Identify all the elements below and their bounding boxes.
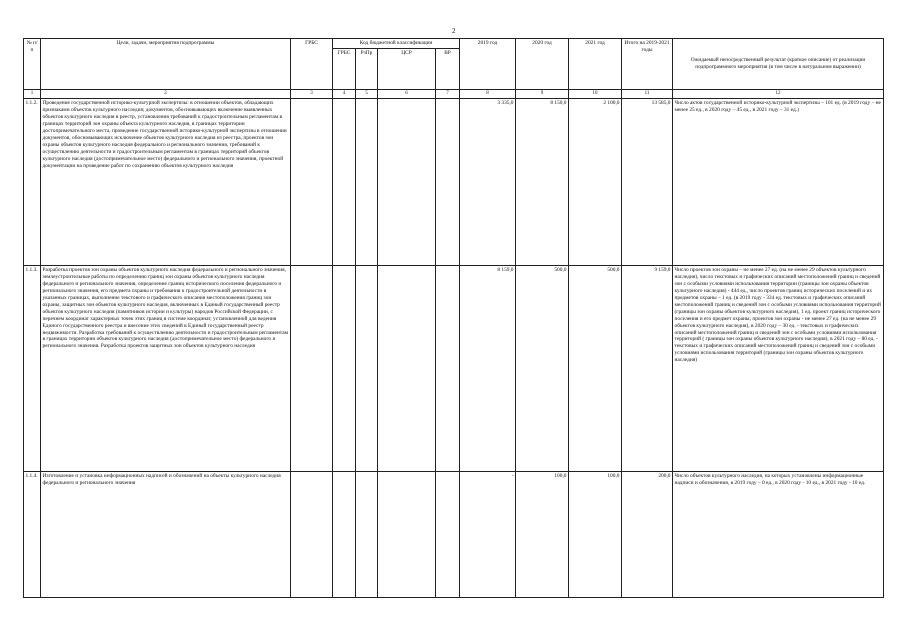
header-result: Ожидаемый непосредственный результат (краткое описание) от реализации подпрограммного мероприятия (в том числе в натуральном выражении) xyxy=(673,39,884,90)
table-row xyxy=(24,472,884,598)
page-number: 2 xyxy=(452,27,456,35)
row-2019: 8 159,0 xyxy=(460,266,516,472)
row-sub-grbs xyxy=(333,99,356,266)
col-number: 5 xyxy=(356,90,378,99)
col-number: 9 xyxy=(516,90,569,99)
table-row xyxy=(24,99,884,266)
col-number: 3 xyxy=(291,90,333,99)
row-result: Число проектов зон охраны – не менее 27 ед. (на не менее 29 объектов культурного наследия), число текстовых и графических описаний местоположений границ и сведений зон с особыми условиями использования территории (границы зон охраны объектов культурного наследия) - 444 ед., число проектов границ исторических поселений и их предметов охраны – 1 ед. (в 2019 году - 334 ед. текстовых и графических описаний местоположений границ и сведений зон с особыми условиями использования территорий (границы зон охраны объектов культурного наследия), 1 ед. проект границ исторического поселения и его предмет охраны; проектов зон охраны - не менее 27 ед. (на не менее 29 объектов культурного наследия), в 2020 году – 30 ед. - текстовых и графических описаний местоположений границ и сведений зон с особыми условиями использования территорий ( границы зон охраны объектов культурного наследия), в 2021 году – 80 ед. - текстовых и графических описаний местоположений границ и сведений зон с особыми условиями использования территорий (границы зон охраны объектов культурного наследия) xyxy=(673,266,884,472)
row-name: Разработка проектов зон охраны объектов культурного наследия федерального и регионального значения, землеустроительные работы по определению границ зон охраны объектов культурного наследия федерального и регионального значения, определение границ исторического поселения федерального и регионального значения, его предмета охраны и требования к градостроительной деятельности в указанных границах, выполнение текстового и графического описания местоположения границ зон охраны, защитных зон объектов культурного наследия, включенных в Единый государственный реестр объектов культурного наследия (памятников истории и культуры) народов Российской Федерации, с перечнем координат характерных точек этих границ в системе координат, установленной для ведения Единого государственного реестра и внесение этих сведений в Единый государственный реестр недвижимости. Разработка требований к осуществлению деятельности и градостроительным регламентам в границах территории объектов культурного наследия (достопримечательное место) федерального и регионального значения. Разработка проектов защитных зон объектов культурного наследия xyxy=(41,266,291,472)
row-vr xyxy=(436,99,460,266)
col-number: 8 xyxy=(460,90,516,99)
row-grbs xyxy=(291,472,333,598)
column-number-row xyxy=(24,90,884,99)
row-csr xyxy=(378,472,436,598)
row-2021: 2 100,0 xyxy=(569,99,622,266)
row-2021: 500,0 xyxy=(569,266,622,472)
header-goals: Цели, задачи, мероприятия подпрограммы xyxy=(41,39,291,90)
col-number: 4 xyxy=(333,90,356,99)
header-total: Итого на 2019-2021 годы xyxy=(622,39,673,90)
row-2019: 3 335,0 xyxy=(460,99,516,266)
row-vr xyxy=(436,266,460,472)
row-sub-grbs xyxy=(333,266,356,472)
row-num: 1.1.3. xyxy=(24,266,41,472)
row-rzpr xyxy=(356,266,378,472)
row-name: Проведение государственной историко-культурной экспертизы: в отношении объектов, обладающих признаками объектов культурного наследия; документов, обосновывающих включение выявленных объектов культурного наследия в реестр, установления требований к градостроительным регламентам в границах территорий зон охраны объекта культурного наследия, в границах территории достопримечательного места, проведение государственной историко-культурной экспертизы в отношении документов, обосновывающих исключение объектов культурного наследия из реестра, проектов зон охраны объектов культурного наследия федерального и регионального значения, требований к осуществлению деятельности и градостроительным регламентам в границах территорий объектов культурного наследия (достопримечательное место) федерального и регионального значения, проектной документации на проведение работ по сохранению объектов культурного наследия xyxy=(41,99,291,266)
col-number: 12 xyxy=(673,90,884,99)
row-sub-grbs xyxy=(333,472,356,598)
row-total: 13 585,0 xyxy=(622,99,673,266)
col-number: 10 xyxy=(569,90,622,99)
header-sub-csr: ЦСР xyxy=(378,48,436,89)
row-name: Изготовление и установка информационных надписей и обозначений на объекты культурного наследия федерального и регионального значения xyxy=(41,472,291,598)
col-number: 6 xyxy=(378,90,436,99)
header-budget-code: Код бюджетной классификации xyxy=(333,39,460,49)
row-grbs xyxy=(291,99,333,266)
row-rzpr xyxy=(356,472,378,598)
row-total: 9 159,0 xyxy=(622,266,673,472)
row-result: Число объектов культурного наследия, на которых установлены информационные надписи и обозначения, в 2019 году – 0 ед., в 2020 году - 10 ед., в 2021 году - 10 ед. xyxy=(673,472,884,598)
header-2020: 2020 год xyxy=(516,39,569,90)
header-sub-rzpr: РзПр xyxy=(356,48,378,89)
col-number: 7 xyxy=(436,90,460,99)
header-2019: 2019 год xyxy=(460,39,516,90)
row-vr xyxy=(436,472,460,598)
header-row-1 xyxy=(24,39,884,49)
row-2021: 100,0 xyxy=(569,472,622,598)
row-num: 1.1.2. xyxy=(24,99,41,266)
row-2020: 100,0 xyxy=(516,472,569,598)
row-result: Число актов государственной историко-культурной экспертизы – 101 ед. (в 2019 году – не менее 25 ед., в 2020 году – 45 ед., в 2021 году – 31 ед.) xyxy=(673,99,884,266)
header-sub-grbs: ГРБС xyxy=(333,48,356,89)
table-row xyxy=(24,266,884,472)
col-number: 11 xyxy=(622,90,673,99)
header-sub-vr: ВР xyxy=(436,48,460,89)
row-csr xyxy=(378,99,436,266)
row-2020: 500,0 xyxy=(516,266,569,472)
row-2020: 8 150,0 xyxy=(516,99,569,266)
subprogram-table xyxy=(23,38,884,598)
row-rzpr xyxy=(356,99,378,266)
header-num: № п/п xyxy=(24,39,41,90)
header-2021: 2021 год xyxy=(569,39,622,90)
row-csr xyxy=(378,266,436,472)
row-2019: - xyxy=(460,472,516,598)
header-grbs: ГРБС xyxy=(291,39,333,90)
col-number: 2 xyxy=(41,90,291,99)
row-num: 1.1.4. xyxy=(24,472,41,598)
row-grbs xyxy=(291,266,333,472)
row-total: 200,0 xyxy=(622,472,673,598)
col-number: 1 xyxy=(24,90,41,99)
